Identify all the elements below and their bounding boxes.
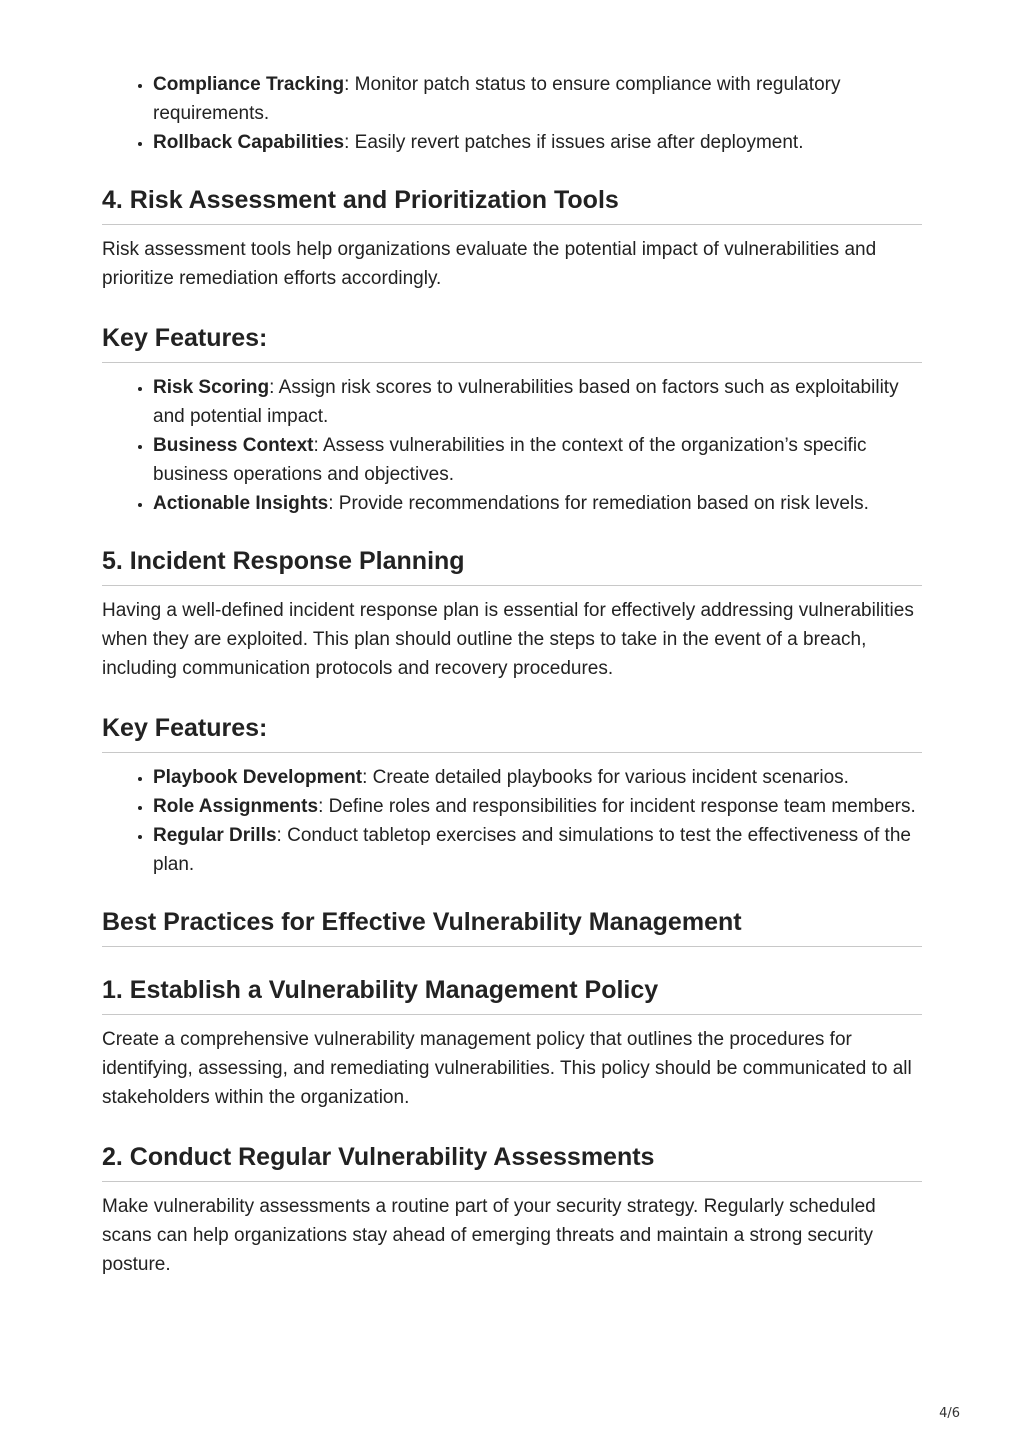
list-item [153, 128, 922, 157]
key-features-heading-2: Key Features: [102, 713, 922, 753]
section-paragraph-incident-response: Having a well-defined incident response plan is essential for effectively addressing vulnerabilities when they are exploited. This plan should outline the steps to take in the event of a breach, including communication protocols and recovery procedures. [102, 600, 914, 679]
list-item-term: Compliance Tracking [153, 74, 345, 95]
list-item-text: : Assess vulnerabilities in the context of the organization’s specific business operations and objectives. [153, 435, 867, 485]
section-paragraph-policy: Create a comprehensive vulnerability management policy that outlines the procedures for identifying, assessing, and remediating vulnerabilities. This policy should be communicated to all stakeholders within the organization. [102, 1029, 912, 1108]
section-heading-assessments: 2. Conduct Regular Vulnerability Assessments [102, 1142, 922, 1182]
list-item-term: Risk Scoring [153, 377, 270, 398]
list-item-term: Business Context [153, 435, 314, 456]
list-item [153, 821, 922, 879]
list-item [153, 763, 922, 792]
page-number: 4/6 [939, 1406, 960, 1421]
list-item-text: : Monitor patch status to ensure compliance with regulatory requirements. [153, 74, 841, 124]
list-item-text: : Provide recommendations for remediation based on risk levels. [328, 493, 869, 514]
list-item-text: : Define roles and responsibilities for incident response team members. [318, 796, 916, 817]
list-item [153, 792, 922, 821]
list-item [153, 373, 922, 431]
best-practices-heading: Best Practices for Effective Vulnerability Management [102, 907, 922, 947]
section-heading-policy: 1. Establish a Vulnerability Management Policy [102, 975, 922, 1015]
section-paragraph-risk-assessment: Risk assessment tools help organizations evaluate the potential impact of vulnerabilities and prioritize remediation efforts accordingly. [102, 239, 877, 289]
section-heading-incident-response: 5. Incident Response Planning [102, 546, 922, 586]
list-item-text: : Easily revert patches if issues arise after deployment. [344, 132, 804, 153]
key-features-list-2 [102, 763, 922, 879]
list-item-text: : Conduct tabletop exercises and simulations to test the effectiveness of the plan. [153, 825, 911, 875]
list-item [153, 489, 922, 518]
key-features-heading-1: Key Features: [102, 323, 922, 363]
document-page [102, 70, 922, 1279]
list-item-term: Actionable Insights [153, 493, 329, 514]
list-item-text: : Assign risk scores to vulnerabilities based on factors such as exploitability and potential impact. [153, 377, 899, 427]
list-item-term: Role Assignments [153, 796, 319, 817]
list-item-term: Playbook Development [153, 767, 363, 788]
section-paragraph-assessments: Make vulnerability assessments a routine part of your security strategy. Regularly scheduled scans can help organizations stay ahead of emerging threats and maintain a strong security posture. [102, 1196, 876, 1275]
top-feature-list [102, 70, 922, 157]
list-item-term: Rollback Capabilities [153, 132, 345, 153]
section-heading-risk-assessment: 4. Risk Assessment and Prioritization Tools [102, 185, 922, 225]
key-features-list-1 [102, 373, 922, 518]
list-item [153, 431, 922, 489]
list-item [153, 70, 922, 128]
list-item-term: Regular Drills [153, 825, 277, 846]
list-item-text: : Create detailed playbooks for various incident scenarios. [362, 767, 849, 788]
